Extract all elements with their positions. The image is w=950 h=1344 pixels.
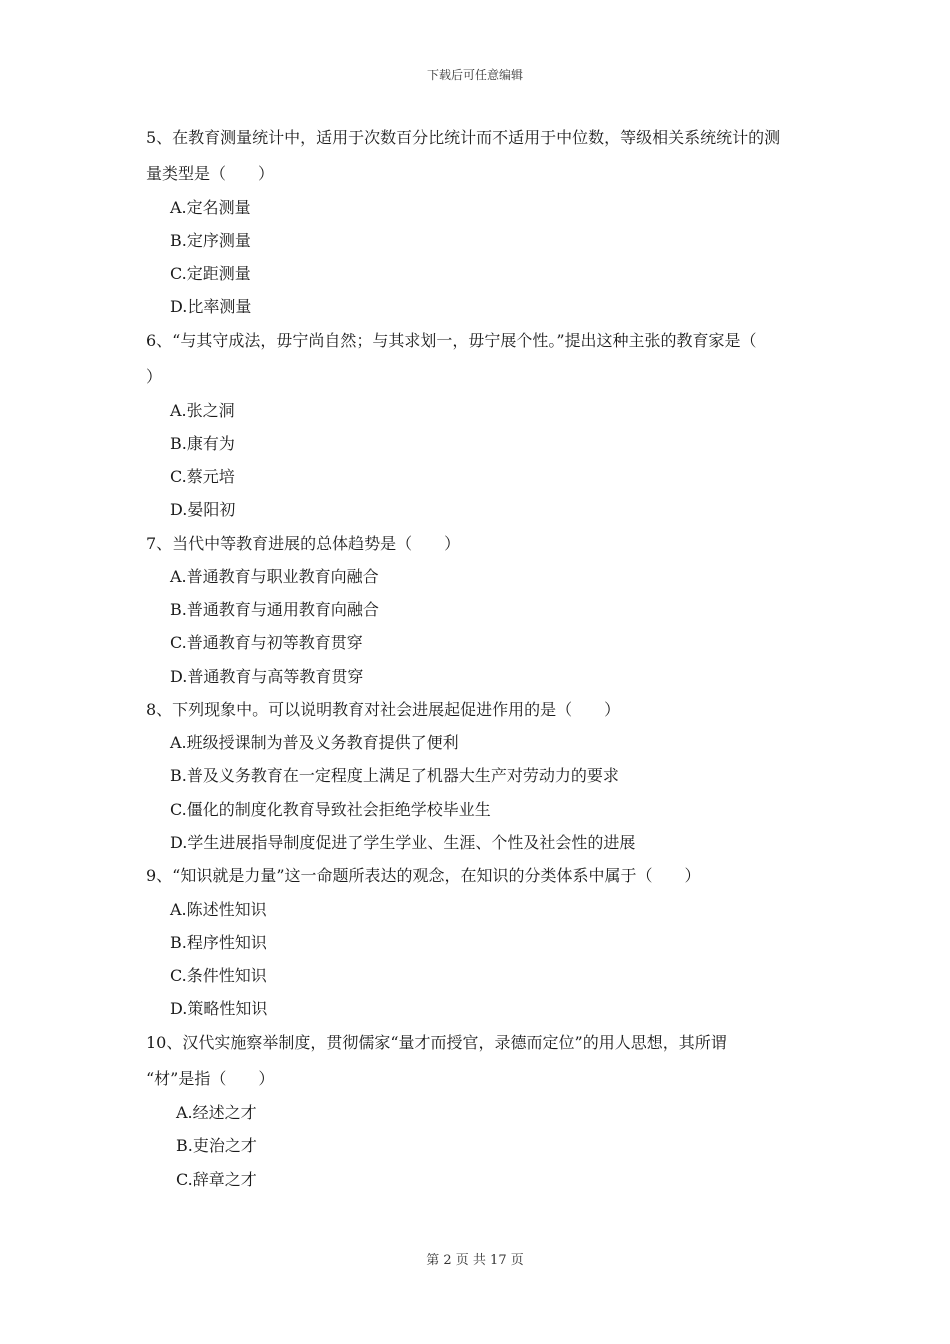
question-10-option-a: A.经述之才: [176, 1103, 257, 1122]
page-footer: 第 2 页 共 17 页: [426, 1253, 524, 1268]
question-6-option-d: D.晏阳初: [170, 500, 236, 519]
question-10-option-b: B.吏治之才: [176, 1136, 257, 1155]
question-6-line-1: 6、“与其守成法，毋宁尚自然；与其求划一，毋宁展个性。”提出这种主张的教育家是（: [146, 331, 757, 350]
question-8-option-a: A.班级授课制为普及义务教育提供了便利: [170, 733, 459, 752]
question-7-option-d: D.普通教育与高等教育贯穿: [170, 667, 364, 686]
question-5-option-c: C.定距测量: [170, 264, 251, 283]
question-9-option-b: B.程序性知识: [170, 933, 267, 952]
question-5-option-b: B.定序测量: [170, 231, 251, 250]
question-8-line-1: 8、下列现象中。可以说明教育对社会进展起促进作用的是（ ）: [146, 700, 621, 719]
question-6-line-2: ）: [146, 367, 163, 386]
question-7-line-1: 7、当代中等教育进展的总体趋势是（ ）: [146, 534, 461, 553]
question-8-option-c: C.僵化的制度化教育导致社会拒绝学校毕业生: [170, 800, 491, 819]
question-5-option-d: D.比率测量: [170, 297, 252, 316]
question-9-option-a: A.陈述性知识: [170, 900, 267, 919]
question-8-option-d: D.学生进展指导制度促进了学生学业、生涯、个性及社会性的进展: [170, 833, 636, 852]
question-7-option-a: A.普通教育与职业教育向融合: [170, 567, 379, 586]
page-header: 下载后可任意编辑: [426, 68, 523, 82]
question-6-option-a: A.张之洞: [170, 401, 235, 420]
question-5-line-2: 量类型是（ ）: [146, 164, 275, 183]
question-10-line-2: “材”是指（ ）: [146, 1069, 275, 1088]
question-6-option-c: C.蔡元培: [170, 467, 235, 486]
question-5-line-1: 5、在教育测量统计中，适用于次数百分比统计而不适用于中位数，等级相关系统统计的测: [146, 128, 781, 147]
question-6-option-b: B.康有为: [170, 434, 235, 453]
question-9-option-c: C.条件性知识: [170, 966, 267, 985]
question-7-option-b: B.普通教育与通用教育向融合: [170, 600, 379, 619]
question-5-option-a: A.定名测量: [170, 198, 251, 217]
question-7-option-c: C.普通教育与初等教育贯穿: [170, 633, 363, 652]
question-10-option-c: C.辞章之才: [176, 1170, 257, 1189]
question-9-line-1: 9、“知识就是力量”这一命题所表达的观念，在知识的分类体系中属于（ ）: [146, 866, 701, 885]
question-10-line-1: 10、汉代实施察举制度，贯彻儒家“量才而授官，录德而定位”的用人思想，其所谓: [146, 1033, 727, 1052]
question-9-option-d: D.策略性知识: [170, 999, 268, 1018]
question-8-option-b: B.普及义务教育在一定程度上满足了机器大生产对劳动力的要求: [170, 766, 619, 785]
